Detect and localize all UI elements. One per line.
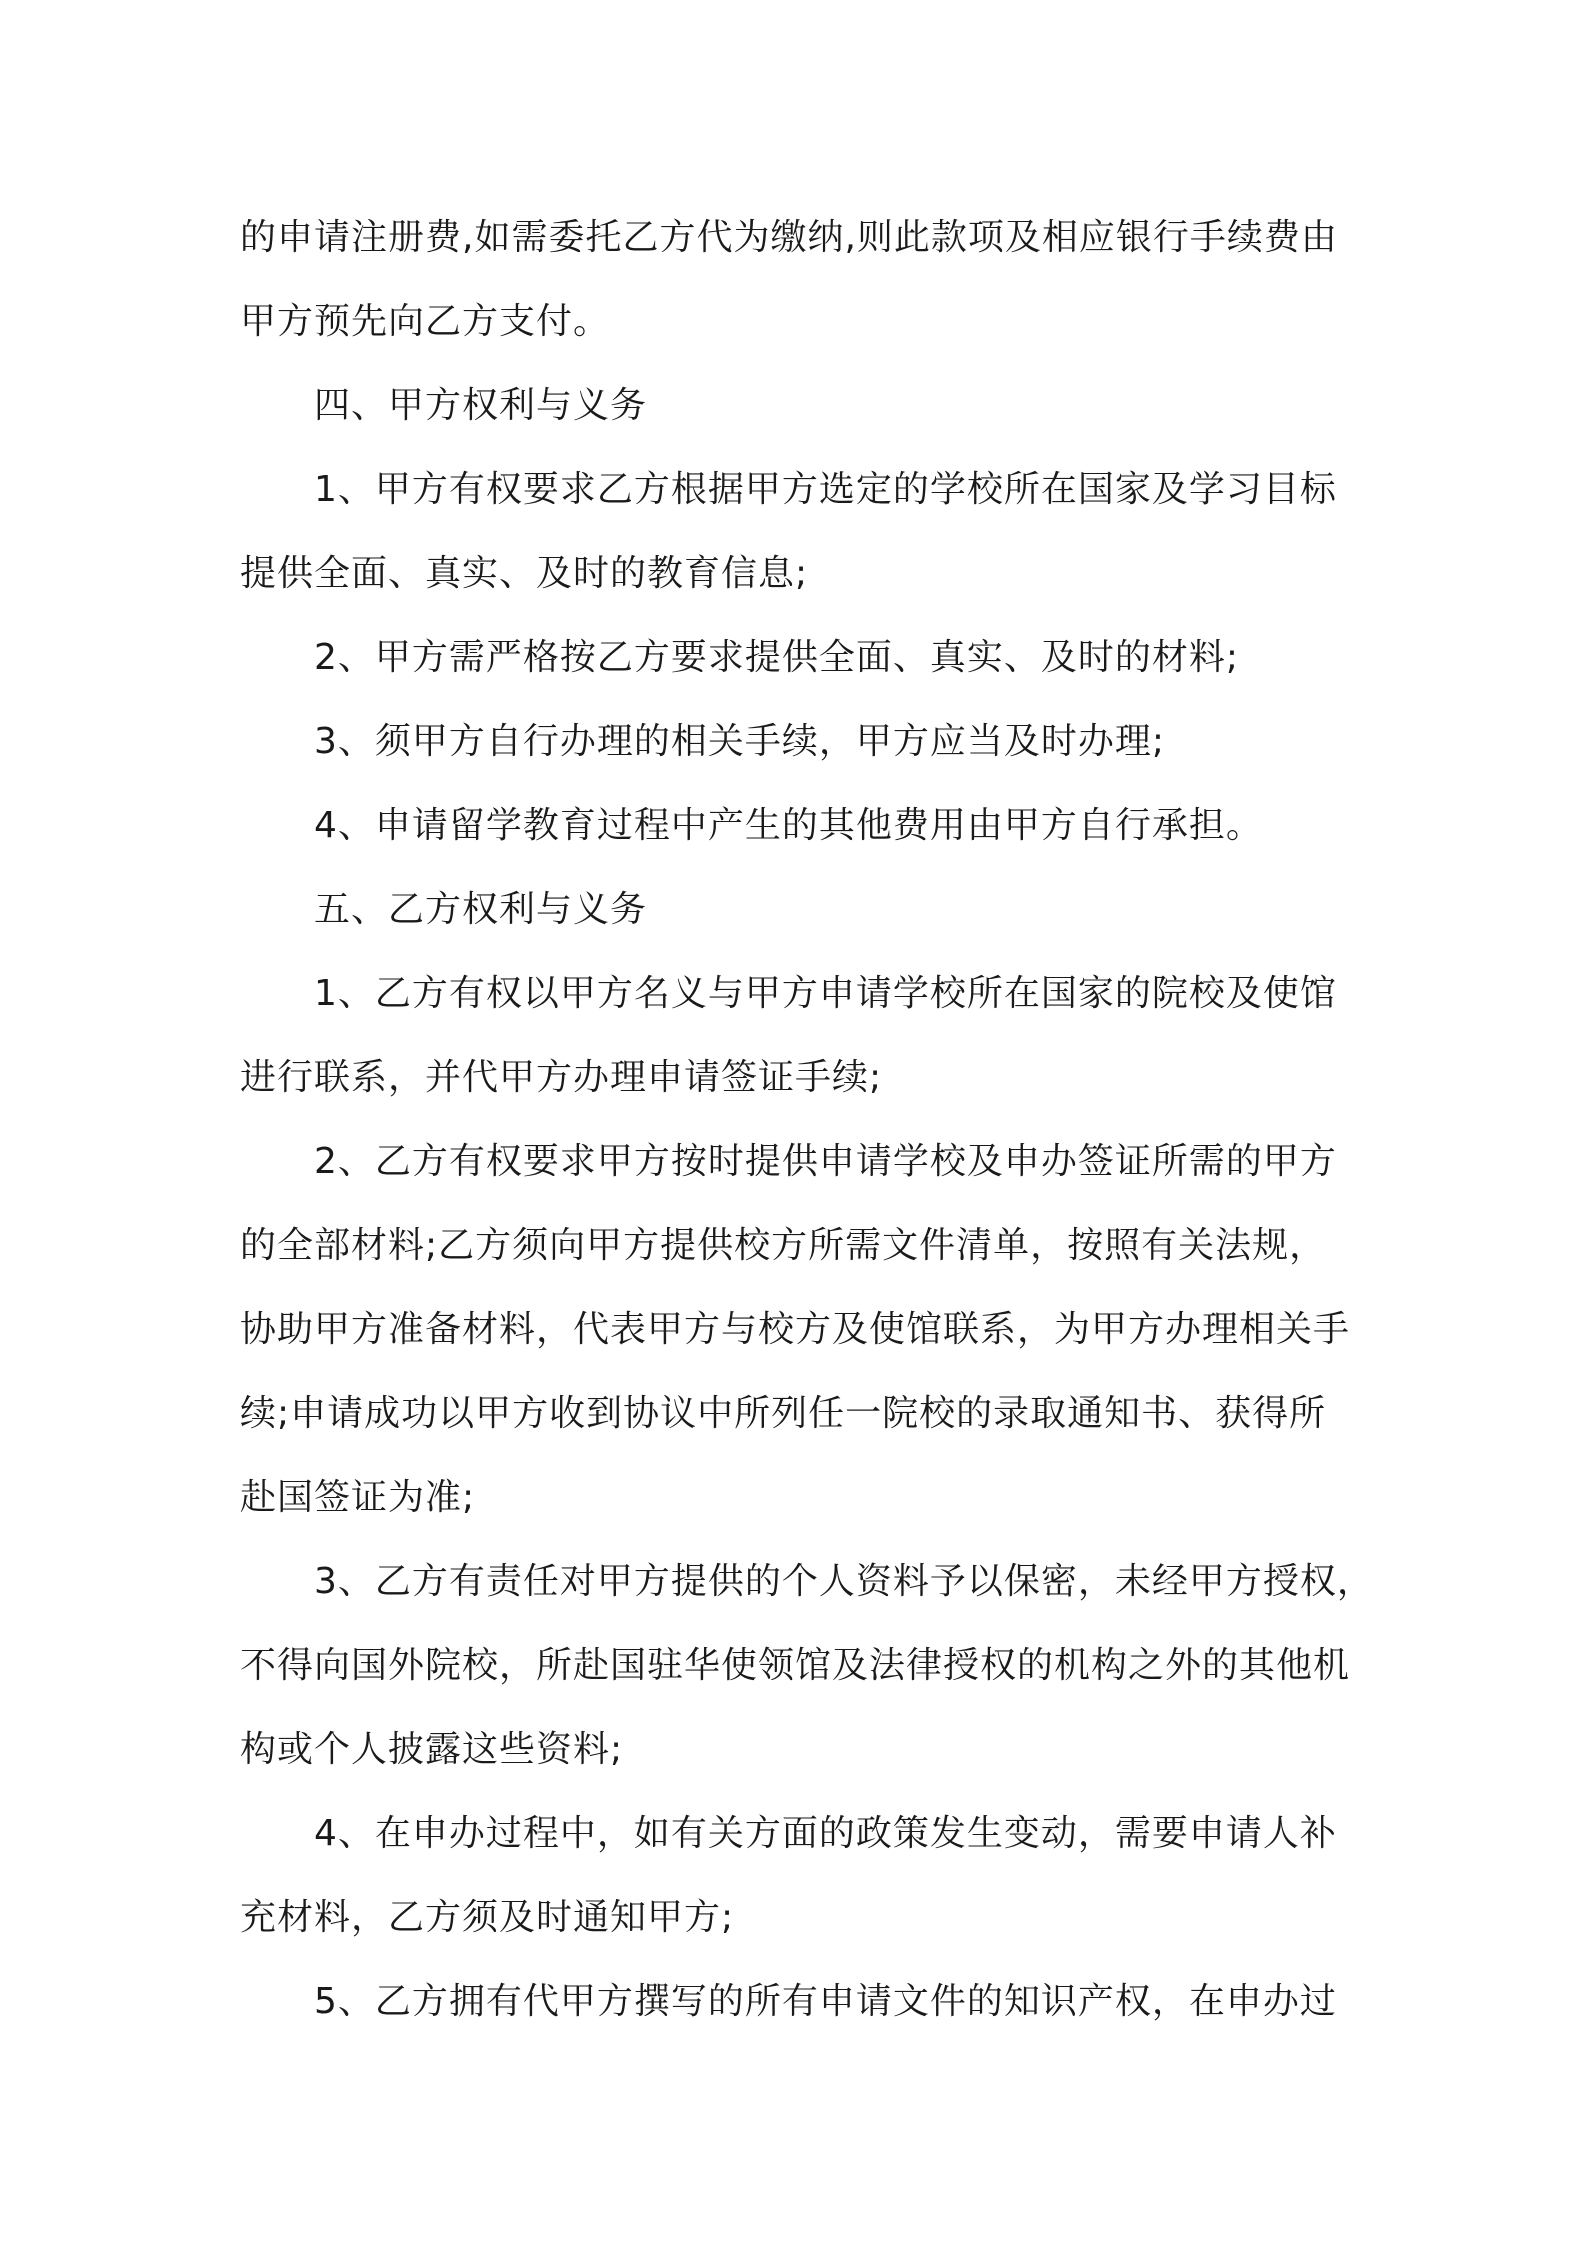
- paragraph: [240, 1120, 1360, 1540]
- text-line: 提供全面、真实、及时的教育信息;: [240, 553, 809, 594]
- text-line: 3、须甲方自行办理的相关手续，甲方应当及时办理;: [314, 721, 1166, 762]
- paragraph: [240, 1960, 1360, 2044]
- text-line: 不得向国外院校，所赴国驻华使领馆及法律授权的机构之外的其他机: [240, 1645, 1351, 1686]
- paragraph: [240, 868, 1360, 952]
- paragraph: [240, 364, 1360, 448]
- text-line: 5、乙方拥有代甲方撰写的所有申请文件的知识产权，在申办过: [314, 1981, 1337, 2022]
- text-line: 4、在申办过程中，如有关方面的政策发生变动，需要申请人补: [314, 1813, 1337, 1854]
- text-line: 协助甲方准备材料，代表甲方与校方及使馆联系，为甲方办理相关手: [240, 1309, 1351, 1350]
- text-line: 4、申请留学教育过程中产生的其他费用由甲方自行承担。: [314, 805, 1263, 846]
- text-line: 甲方预先向乙方支付。: [240, 301, 611, 342]
- text-line: 充材料，乙方须及时通知甲方;: [240, 1897, 735, 1938]
- text-line: 续;申请成功以甲方收到协议中所列任一院校的录取通知书、获得所: [240, 1393, 1327, 1434]
- document-body: [240, 196, 1374, 2044]
- paragraph: [240, 784, 1360, 868]
- text-line: 赴国签证为准;: [240, 1477, 476, 1518]
- text-line: 构或个人披露这些资料;: [240, 1729, 624, 1770]
- text-line: 进行联系，并代甲方办理申请签证手续;: [240, 1057, 883, 1098]
- paragraph: [240, 700, 1360, 784]
- text-line: 四、甲方权利与义务: [314, 385, 648, 426]
- paragraph: [240, 616, 1360, 700]
- paragraph: [240, 448, 1360, 616]
- text-line: 3、乙方有责任对甲方提供的个人资料予以保密，未经甲方授权，: [314, 1561, 1374, 1602]
- text-line: 1、乙方有权以甲方名义与甲方申请学校所在国家的院校及使馆: [314, 973, 1337, 1014]
- text-line: 的全部材料;乙方须向甲方提供校方所需文件清单，按照有关法规，: [240, 1225, 1327, 1266]
- paragraph: [240, 952, 1360, 1120]
- paragraph: [240, 1792, 1360, 1960]
- text-line: 1、甲方有权要求乙方根据甲方选定的学校所在国家及学习目标: [314, 469, 1337, 510]
- text-line: 五、乙方权利与义务: [314, 889, 648, 930]
- text-line: 的申请注册费,如需委托乙方代为缴纳,则此款项及相应银行手续费由: [240, 217, 1338, 258]
- text-line: 2、甲方需严格按乙方要求提供全面、真实、及时的材料;: [314, 637, 1240, 678]
- paragraph: [240, 196, 1360, 364]
- paragraph: [240, 1540, 1374, 1792]
- text-line: 2、乙方有权要求甲方按时提供申请学校及申办签证所需的甲方: [314, 1141, 1337, 1182]
